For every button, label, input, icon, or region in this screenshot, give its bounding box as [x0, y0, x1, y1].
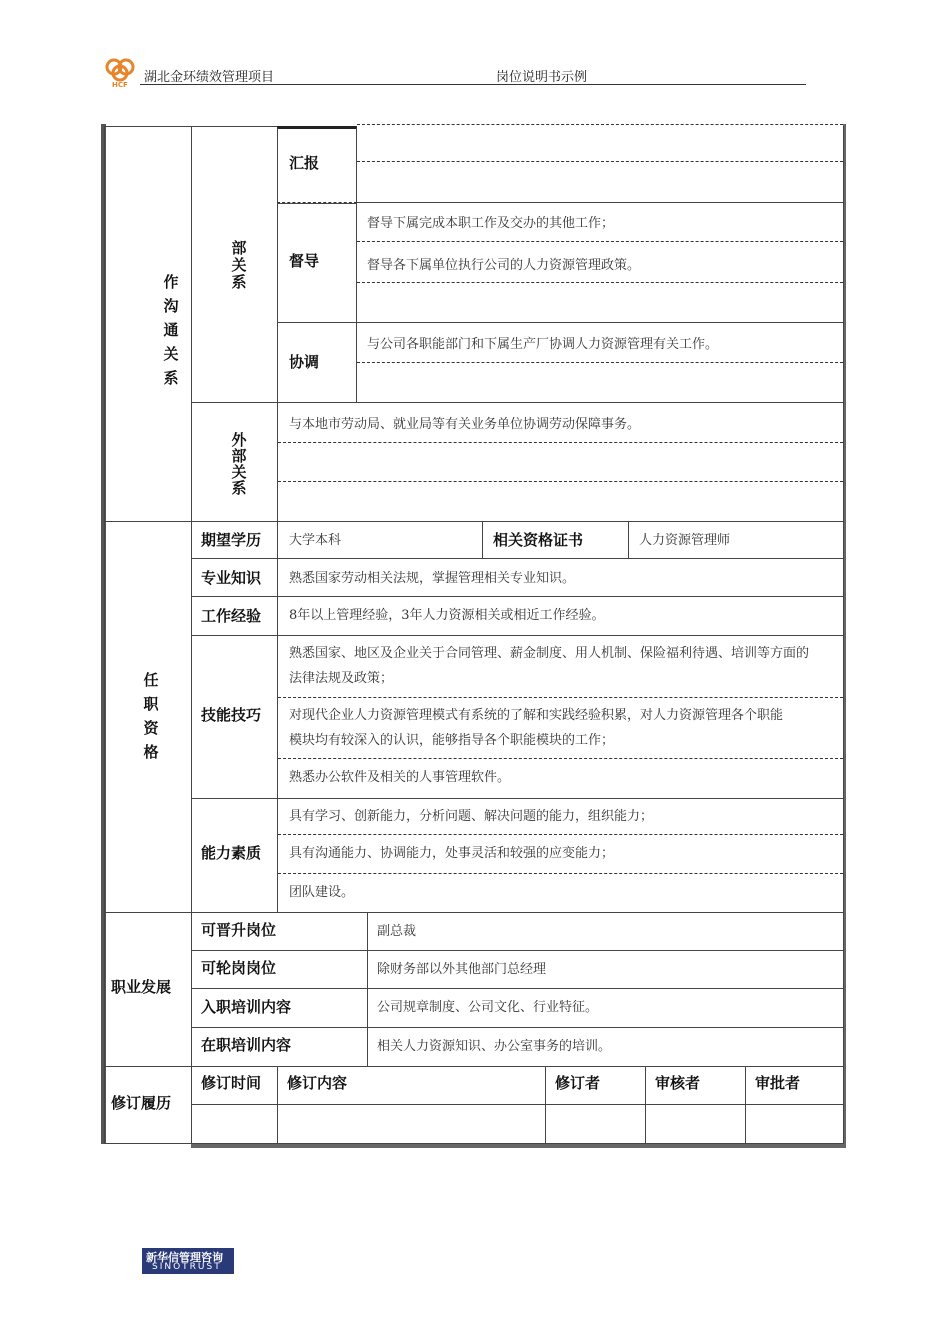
in-service-training-label: 在职培训内容	[201, 1036, 292, 1054]
onboarding-training-label: 入职培训内容	[201, 998, 292, 1016]
revision-section-label: 修订履历	[111, 1094, 172, 1112]
supervise-line-1: 督导下属完成本职工作及交办的其他工作；	[367, 216, 615, 231]
supervise-dash-2	[357, 282, 843, 283]
report-content-cell	[357, 126, 844, 204]
bottom-shadow	[191, 1144, 846, 1148]
coordinate-line-1: 与公司各职能部门和下属生产厂协调人力资源管理有关工作。	[367, 337, 719, 352]
ability-dash-2	[278, 873, 843, 874]
cert-label: 相关资格证书	[493, 531, 584, 549]
report-dash-1	[357, 124, 843, 125]
report-dash-2	[357, 161, 843, 162]
rev-col-reviser: 修订者	[555, 1074, 601, 1092]
skills-line-5: 熟悉办公软件及相关的人事管理软件。	[289, 770, 511, 785]
svg-text:HCF: HCF	[112, 81, 128, 88]
knowledge-value: 熟悉国家劳动相关法规，掌握管理相关专业知识。	[289, 571, 576, 586]
in-service-training-value: 相关人力资源知识、办公室事务的培训。	[377, 1039, 612, 1054]
qual-section-label: 任职资格	[143, 671, 159, 761]
page-header	[100, 54, 806, 86]
ability-label: 能力素质	[201, 844, 262, 862]
rev-col-approver: 审批者	[755, 1074, 801, 1092]
report-label: 汇报	[289, 154, 320, 172]
rev-row-approver-cell	[745, 1104, 844, 1144]
ability-line-3: 团队建设。	[289, 885, 355, 900]
rev-row-reviser-cell	[545, 1104, 646, 1144]
promotion-value: 副总裁	[377, 924, 417, 939]
external-dash-2	[278, 481, 843, 482]
supervise-bottom-rule	[277, 322, 844, 323]
cert-value: 人力资源管理师	[639, 533, 731, 548]
coordinate-label: 协调	[289, 353, 320, 371]
rev-col-auditor: 审核者	[655, 1074, 701, 1092]
experience-value: 8年以上管理经验，3年人力资源相关或相近工作经验。	[289, 608, 605, 623]
skills-line-2: 法律法规及政策；	[289, 671, 394, 686]
rev-row-content-cell	[277, 1104, 546, 1144]
ability-dash-1	[278, 834, 843, 835]
rotation-value: 除财务部以外其他部门总经理	[377, 962, 547, 977]
comm-right-rule	[843, 126, 844, 522]
education-value: 大学本科	[289, 533, 342, 548]
career-row-1-value-cell	[367, 912, 844, 951]
supervise-dash-1	[357, 241, 843, 242]
ability-line-2: 具有沟通能力、协调能力，处事灵活和较强的应变能力；	[289, 846, 615, 861]
document-title: 岗位说明书示例	[496, 70, 588, 85]
promotion-label: 可晋升岗位	[201, 921, 277, 939]
knowledge-label: 专业知识	[201, 569, 262, 587]
comm-section-label: 作沟通关系	[163, 273, 179, 387]
external-relations-label: 外部关系	[231, 431, 247, 497]
career-section-label: 职业发展	[111, 978, 172, 996]
rev-col-content: 修订内容	[287, 1074, 348, 1092]
skills-label: 技能技巧	[201, 706, 262, 724]
footer-logo-en: SINOTRUST	[152, 1262, 222, 1272]
skills-dash-1	[278, 697, 843, 698]
hcf-logo-icon	[100, 56, 140, 88]
internal-relations-label: 部关系	[231, 239, 247, 291]
external-dash-1	[278, 442, 843, 443]
sinotrust-logo	[142, 1248, 234, 1274]
education-label: 期望学历	[201, 531, 262, 549]
external-line-1: 与本地市劳动局、就业局等有关业务单位协调劳动保障事务。	[289, 417, 641, 432]
experience-label: 工作经验	[201, 607, 262, 625]
internal-bottom-rule	[191, 402, 844, 403]
ability-line-1: 具有学习、创新能力，分析问题、解决问题的能力，组织能力；	[289, 809, 654, 824]
skills-line-1: 熟悉国家、地区及企业关于合同管理、薪金制度、用人机制、保险福利待遇、培训等方面的	[289, 646, 810, 661]
rotation-label: 可轮岗岗位	[201, 959, 277, 977]
supervise-label: 督导	[289, 252, 320, 270]
rev-row-auditor-cell	[645, 1104, 746, 1144]
footer-logo-cn: 新华信管理咨询	[146, 1251, 223, 1264]
skills-line-3: 对现代企业人力资源管理模式有系统的了解和实践经验积累，对人力资源管理各个职能	[289, 708, 784, 723]
skills-line-4: 模块均有较深入的认识，能够指导各个职能模块的工作；	[289, 733, 615, 748]
job-description-table	[101, 122, 849, 1152]
report-bottom-rule	[357, 202, 844, 203]
rev-col-time: 修订时间	[201, 1074, 262, 1092]
project-title: 湖北金环绩效管理项目	[144, 70, 275, 85]
header-rule	[140, 84, 806, 85]
skills-dash-2	[278, 758, 843, 759]
rev-row-time-cell	[191, 1104, 278, 1144]
supervise-line-2: 督导各下属单位执行公司的人力资源管理政策。	[367, 258, 641, 273]
coordinate-dash	[357, 362, 843, 363]
onboarding-training-value: 公司规章制度、公司文化、行业特征。	[377, 1000, 599, 1015]
